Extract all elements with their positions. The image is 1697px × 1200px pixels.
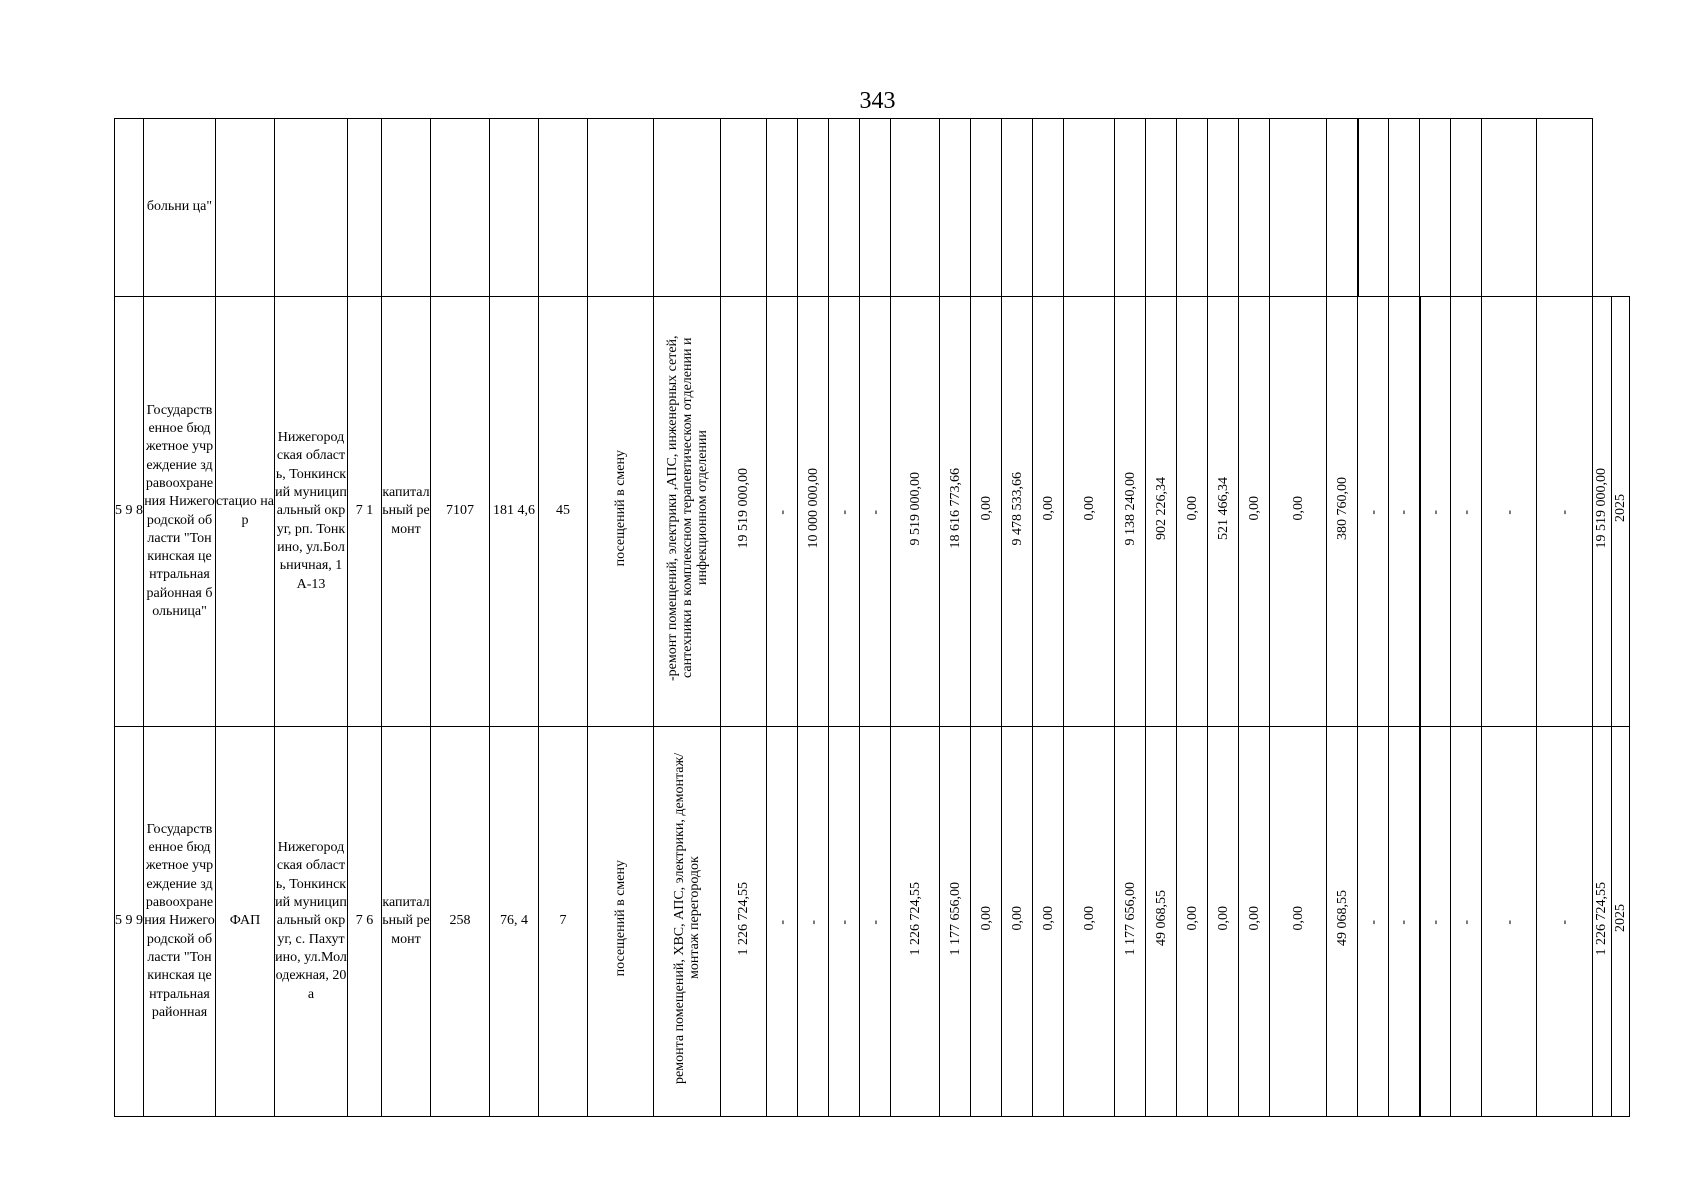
amount-cell: 9 519 000,00 <box>907 471 923 546</box>
amount-cell: 19 519 000,00 <box>736 468 751 549</box>
table-row-continuation <box>115 119 1630 297</box>
amount-cell: - <box>1365 509 1381 515</box>
amount-cell: 0,00 <box>1040 906 1056 931</box>
amount-cell: 0,00 <box>1081 496 1097 521</box>
amount-cell: - <box>774 919 790 925</box>
address: Нижегородская область, Тонкинский муниципальный округ, с. Пахутино, ул.Молодежная, 20а <box>275 840 347 1002</box>
amount-cell: 0,00 <box>1184 496 1200 521</box>
area-value: 181 4,6 <box>493 503 535 519</box>
amount-cell: 49 068,55 <box>1334 890 1350 947</box>
amount-cell: 0,00 <box>1246 496 1262 521</box>
table-row <box>115 727 1630 1117</box>
amount-cell: - <box>1427 509 1443 515</box>
amount-cell: 1 226 724,55 <box>736 881 751 956</box>
code: 7 1 <box>355 503 374 519</box>
org-name: Государственное бюджетное учреждение здравоохранения Нижегородской области "Тонкинская центральная районная больница" <box>144 402 215 619</box>
address: Нижегородская область, Тонкинский муниципальный округ, рп. Тонкино, ул.Больничная, 1А-13 <box>275 430 347 592</box>
org-name-continuation: больни ца" <box>146 199 213 215</box>
total-amount: 19 519 000,00 <box>1594 468 1610 549</box>
amount-cell: 1 177 656,00 <box>947 881 963 956</box>
work-type: капитальный ремонт <box>382 895 430 947</box>
amount-cell: 521 466,34 <box>1215 476 1231 540</box>
amount-cell: - <box>1458 919 1474 925</box>
amount-cell: 0,00 <box>1290 496 1306 521</box>
amount-cell: - <box>774 509 790 515</box>
amount-cell: - <box>867 919 883 925</box>
amount-cell: - <box>1458 509 1474 515</box>
table-row <box>115 297 1630 727</box>
amount-cell: 902 226,34 <box>1153 476 1169 540</box>
capacity-value: 45 <box>556 503 570 519</box>
amount-cell: 0,00 <box>1184 906 1200 931</box>
amount-cell: - <box>1427 919 1443 925</box>
amount-cell: 0,00 <box>1009 906 1025 931</box>
amount-cell: - <box>1557 509 1572 515</box>
amount-cell: 0,00 <box>1246 906 1262 931</box>
work-description: -ремонт помещений, электрики ,АПС, инженерных сетей, сантехники в комплексном терапевтическом отделении и инфекционном отделении <box>664 335 710 682</box>
amount-cell: 0,00 <box>1081 906 1097 931</box>
total-amount: 1 226 724,55 <box>1594 881 1610 956</box>
amount-cell: 0,00 <box>1290 906 1306 931</box>
amount-cell: 380 760,00 <box>1334 476 1350 540</box>
amount-cell: 1 177 656,00 <box>1122 881 1138 956</box>
amount-cell: - <box>836 919 852 925</box>
amount-cell: 10 000 000,00 <box>805 468 821 549</box>
funding-table <box>114 118 1630 1117</box>
amount-cell: 0,00 <box>978 496 994 521</box>
capacity-unit: посещений в смену <box>613 450 628 567</box>
amount-cell: - <box>836 509 852 515</box>
number-value: 258 <box>449 913 471 929</box>
amount-cell: 0,00 <box>978 906 994 931</box>
amount-cell: - <box>1557 919 1572 925</box>
amount-cell: - <box>1396 509 1412 515</box>
facility-type: стацио нар <box>216 494 274 528</box>
amount-cell: 0,00 <box>1215 906 1231 931</box>
amount-cell: 0,00 <box>1040 496 1056 521</box>
amount-cell: - <box>1396 919 1412 925</box>
year: 2025 <box>1612 494 1628 523</box>
amount-cell: 9 138 240,00 <box>1122 471 1138 546</box>
work-type: капитальный ремонт <box>382 485 430 537</box>
amount-cell: 18 616 773,66 <box>947 468 963 549</box>
capacity-value: 7 <box>559 913 567 929</box>
row-number: 5 9 9 <box>115 913 143 929</box>
amount-cell: 49 068,55 <box>1153 890 1169 947</box>
amount-cell: 1 226 724,55 <box>907 881 923 956</box>
org-name: Государственное бюджетное учреждение здравоохранения Нижегородской области "Тонкинская центральная районная <box>144 821 215 1020</box>
year: 2025 <box>1612 904 1628 933</box>
row-number: 5 9 8 <box>115 503 143 519</box>
capacity-unit: посещений в смену <box>613 860 628 977</box>
page-number: 343 <box>859 88 896 114</box>
amount-cell: - <box>1501 919 1517 925</box>
amount-cell: - <box>1365 919 1381 925</box>
amount-cell: - <box>867 509 883 515</box>
area-value: 76, 4 <box>500 913 528 929</box>
amount-cell: - <box>1501 509 1517 515</box>
work-description: ремонта помещений, ХВС, АПС, электрики, демонтаж/монтаж перегородок <box>672 752 702 1084</box>
code: 7 6 <box>355 913 374 929</box>
number-value: 7107 <box>446 503 474 519</box>
facility-type: ФАП <box>229 913 261 929</box>
amount-cell: - <box>805 919 821 925</box>
amount-cell: 9 478 533,66 <box>1009 471 1025 546</box>
